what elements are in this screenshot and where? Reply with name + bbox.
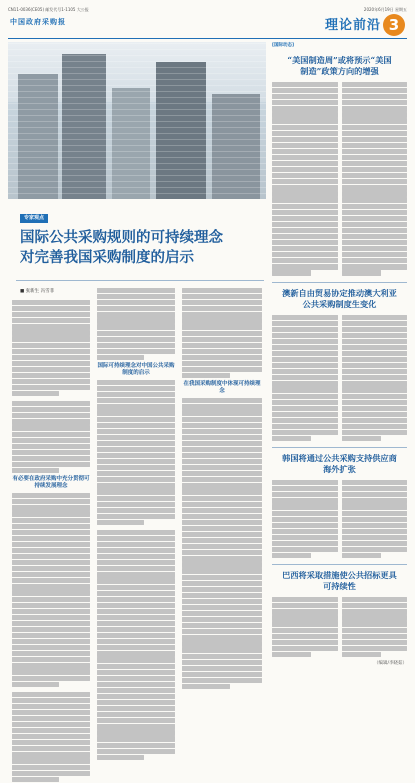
paper-name: 中国政府采购报 [10, 17, 66, 26]
sidebar-label: [国际动态] [272, 43, 295, 48]
skyline-photo [8, 42, 266, 199]
byline: ■ 张新生 冯雪菲 [20, 289, 55, 294]
subhead-1: 有必要在政府采购中充分贯彻可持续发展理念 [12, 476, 90, 490]
body-column-3 [182, 288, 262, 690]
subhead-2: 国际可持续理念对中国公共采购制度的启示 [97, 363, 175, 377]
masthead [8, 13, 407, 39]
body-column-2 [97, 288, 175, 761]
main-headline [20, 228, 260, 268]
headline-line-1: 国际公共采购规则的可持续理念 [20, 229, 223, 246]
news-sidebar [272, 42, 407, 666]
body-column-1 [12, 300, 90, 783]
issue-date: 2020年6月19日 星期五 [363, 7, 407, 12]
sidebar-article-1-body [272, 82, 407, 277]
sidebar-headline-4: 巴西将采取措施使公共招标更具 可持续性 [282, 570, 397, 592]
sidebar-article-4-body [272, 597, 407, 658]
editor-note: （编辑/李晓茹） [373, 660, 407, 666]
sidebar-headline-1: “美国制造周”或将预示“美国 制造”政策方向的增强 [287, 55, 392, 76]
headline-rule [16, 280, 264, 281]
section-title: 理论前沿 [324, 18, 381, 33]
sidebar-article-3-body [272, 480, 407, 559]
sidebar-headline-3: 韩国将通过公共采购支持供应商 海外扩张 [282, 453, 397, 475]
sidebar-headline-2: 澳新自由贸易协定推动澳大利亚 公共采购制度生变化 [282, 287, 397, 309]
headline-line-2: 对完善我国采购制度的启示 [20, 249, 194, 266]
sidebar-article-2-body [272, 315, 407, 443]
main-article [8, 42, 266, 642]
page-number-badge: 3 [383, 14, 405, 36]
article-tag: 专家观点 [20, 214, 48, 223]
issue-info: CN11-0036(CE05) 邮发代号1-1105 大公报 [8, 7, 89, 12]
subhead-3: 在我国采购制度中体现可持续理念 [183, 381, 261, 395]
